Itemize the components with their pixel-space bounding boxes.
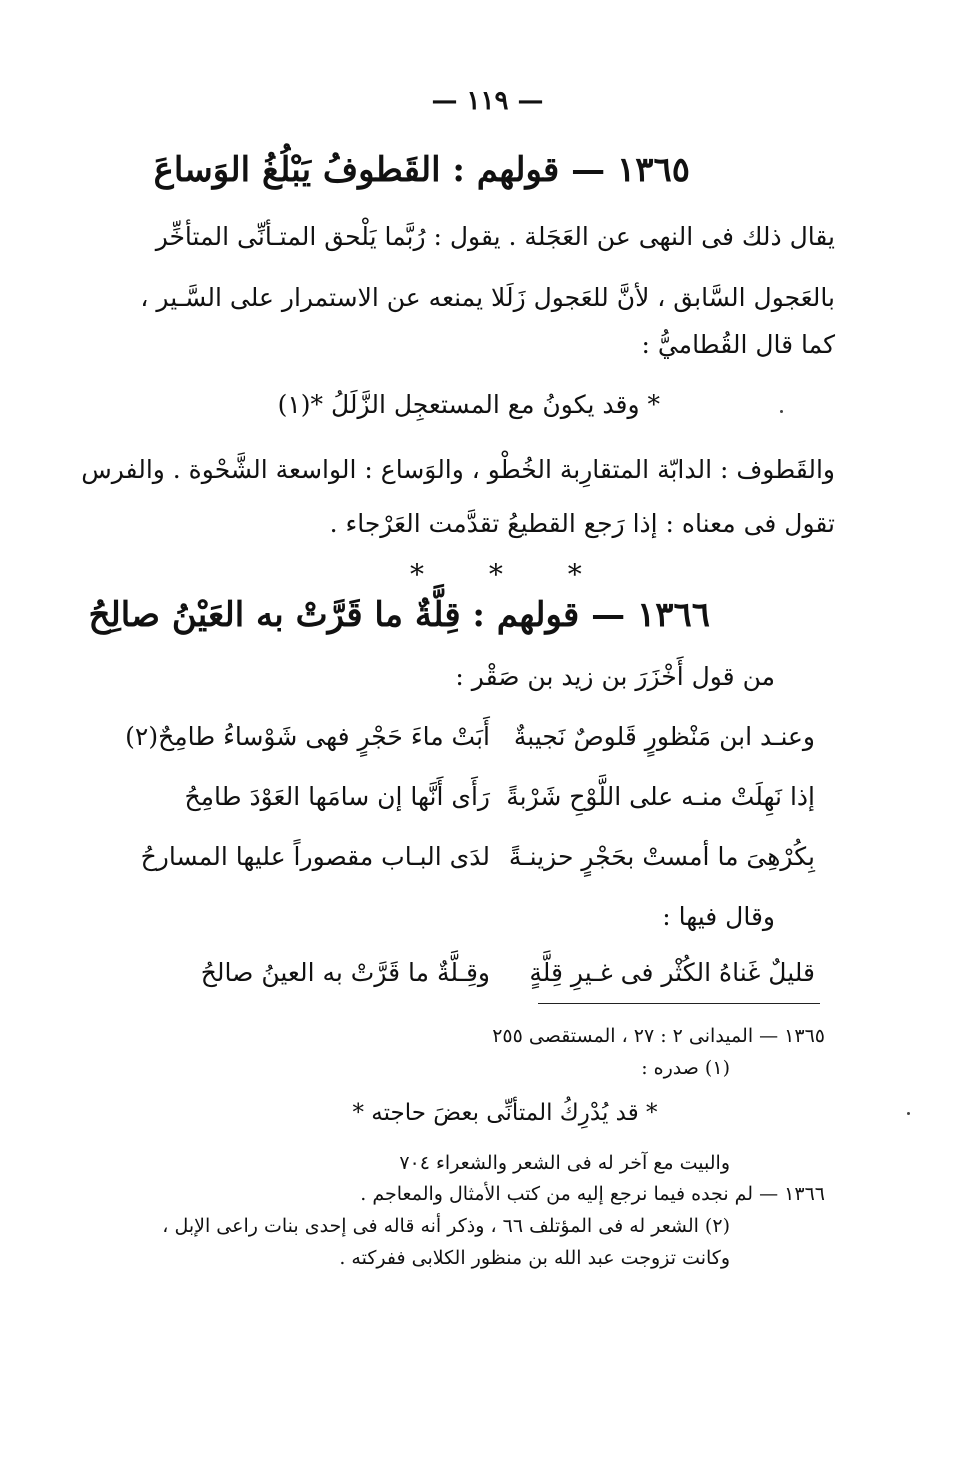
footnote-1-source: والبيت مع آخر له فى الشعر والشعراء ٧٠٤ <box>399 1152 730 1174</box>
verse-3-second-hemistich: بِكُرْهِىَ ما أمستْ بحَجْرٍ حزينـةً <box>508 842 815 871</box>
footnote-ref-1365: ١٣٦٥ — الميدانى ٢ : ٢٧ ، المستقصى ٢٥٥ <box>492 1025 825 1047</box>
entry-1365-line-2: بالعَجول السَّابق ، لأنَّ للعَجول زَلَلا يمنعه عن الاستمرار على السَّـير ، <box>140 283 835 312</box>
entry-1365-after-line-1: والقَطوف : الدابّة المتقارِبة الخُطْو ، والوَساع : الواسعة الشَّحْوة . والفرس <box>81 455 835 484</box>
entry-1365-line-3: كما قال القُطاميُّ : <box>641 330 835 359</box>
verse-4-first-hemistich: وقِـلَّةٌ ما قَرَّتْ به العينُ صالحُ <box>200 958 490 987</box>
footnote-divider <box>538 1003 820 1004</box>
verse-2-second-hemistich: إذا نَهِلَتْ منـه على اللَّوْحِ شَرْبةً <box>506 782 815 811</box>
verse-1-second-hemistich: وعنـد ابن مَنْظورٍ قَلوصٌ نَجيبةٌ <box>513 722 815 751</box>
entry-1366-intro: من قول أَخْزَرَ بن زيد بن صَقْر : <box>455 662 775 691</box>
page-number: — ١١٩ — <box>431 86 544 116</box>
footnote-ref-1366: ١٣٦٦ — لم نجده فيما نرجع إليه من كتب الأمثال والمعاجم . <box>360 1183 825 1205</box>
footnote-2-line-1: (٢) الشعر له فى المؤتلف ٦٦ ، وذكر أنه قاله فى إحدى بنات راعى الإبل ، <box>162 1215 730 1237</box>
entry-1365-after-line-2: تقول فى معناه : إذا رَجع القطيعُ تقدَّمت العَرْجاء . <box>329 509 835 538</box>
entry-1366-intro-2: وقال فيها : <box>662 902 775 931</box>
verse-2-first-hemistich: رَأَى أَنَّها إن سامَها العَوْدَ طامِحُ <box>184 782 490 811</box>
print-speck <box>907 1112 910 1115</box>
verse-4-second-hemistich: قليلٌ غَناهُ الكُثْر فى غـيرِ قِلَّةٍ <box>529 958 815 987</box>
verse-1-first-hemistich: أَبَتْ ماءَ حَجْرٍ فهى شَوْساءُ طامِحٌ(٢) <box>125 722 490 751</box>
verse-3-first-hemistich: لدَى البـاب مقصوراً عليها المسارحُ <box>140 842 490 871</box>
entry-1365-verse: * وقد يكونُ مع المستعجِل الزَّلَلُ *(١) <box>277 390 660 419</box>
section-separator: * * * <box>410 558 610 591</box>
footnote-1-verse: * قد يُدْرِكُ المتأنِّى بعضَ حاجته * <box>352 1100 658 1126</box>
print-speck <box>780 410 783 413</box>
footnote-1: (١) صدره : <box>641 1057 730 1079</box>
entry-1366-heading: ١٣٦٦ — قولهم : قِلَّةٌ ما قَرَّتْ به العَيْنُ صالِحُ <box>88 595 710 635</box>
footnote-2-line-2: وكانت تزوجت عبد الله بن منظور الكلابى ففركته . <box>339 1247 730 1269</box>
entry-1365-line-1: يقال ذلك فى النهى عن العَجَلة . يقول : رُبَّما يَلْحق المتـأنِّى المتأخِّر <box>155 222 835 251</box>
entry-1365-heading: ١٣٦٥ — قولهم : القَطوفُ يَبْلُغُ الوَساعَ <box>153 150 690 190</box>
